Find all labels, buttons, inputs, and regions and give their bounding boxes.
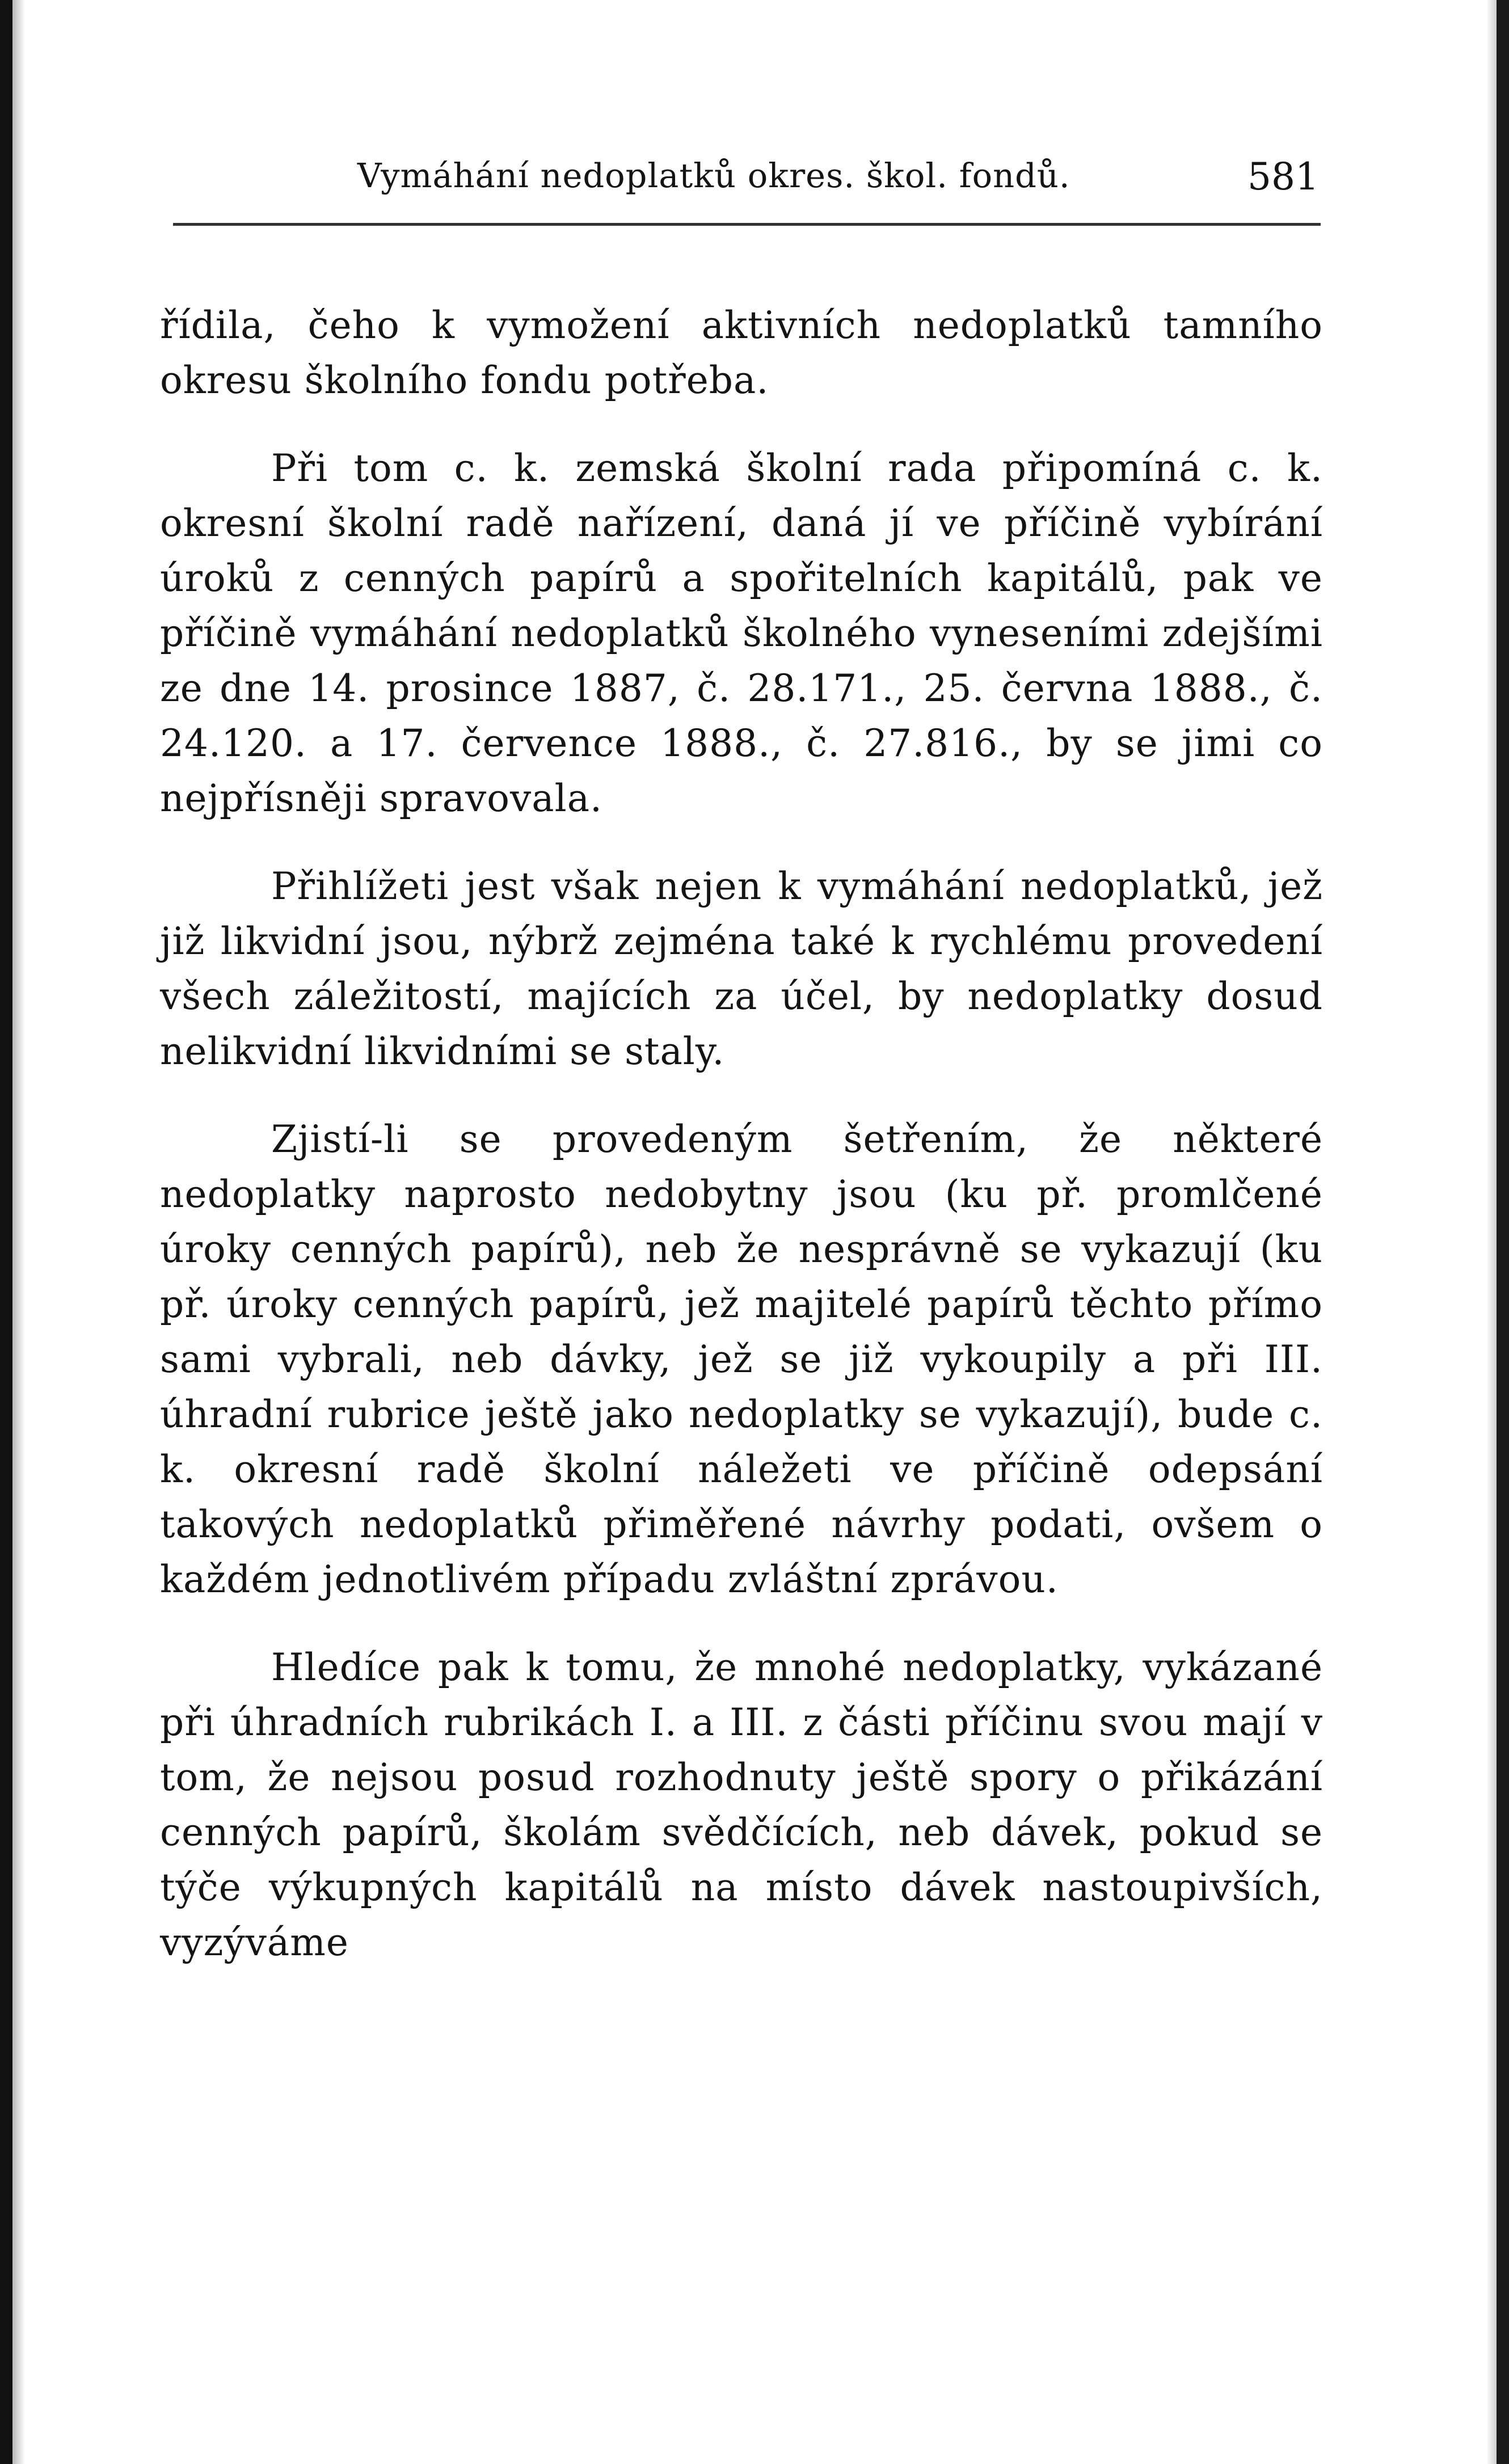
paragraph-1: řídila, čeho k vymožení aktivních nedoplatků tamního okresu školního fondu potřeba. [160,303,1323,402]
running-title: Vymáhání nedoplatků okres. škol. fondů. [357,156,1070,195]
page-number: 581 [1247,155,1319,199]
page-left-edge [0,0,12,2464]
body-text [160,298,1323,2003]
header-rule [173,223,1321,226]
paragraph-4: Zjistí-li se provedeným šetřením, že některé nedoplatky naprosto nedobytny jsou (ku př. promlčené úroky cenných papírů), neb že nesprávně se vykazují (ku př. úroky cenných papírů, jež majitelé papírů těchto přímo sami vybrali, neb dávky, jež se již vykoupily a při III. úhradní rubrice ještě jako nedoplatky se vykazují), bude c. k. okresní radě školní náležeti ve příčině odepsání takových nedoplatků přiměřené návrhy podati, ovšem o každém jednotlivém případu zvláštní zprávou. [160,1117,1323,1601]
page-left-shadow [12,0,25,2464]
paragraph-2: Při tom c. k. zemská školní rada připomíná c. k. okresní školní radě nařízení, daná jí ve příčině vybírání úroků z cenných papírů a spořitelních kapitálů, pak ve příčině vymáhání nedoplatků školného vyneseními zdejšími ze dne 14. prosince 1887, č. 28.171., 25. června 1888., č. 24.120. a 17. července 1888., č. 27.816., by se jimi co nejpřísněji spravovala. [160,446,1323,820]
paragraph-5: Hledíce pak k tomu, že mnohé nedoplatky, vykázané při úhradních rubrikách I. a III. z části příčinu svou mají v tom, že nejsou posud rozhodnuty ještě spory o přikázání cenných papírů, školám svědčících, neb dávek, pokud se týče výkupných kapitálů na místo dávek nastoupivších, vyzýváme [160,1646,1323,1964]
page-right-edge [1497,0,1509,2464]
paragraph-3: Přihlížeti jest však nejen k vymáhání nedoplatků, jež již likvidní jsou, nýbrž zejména také k rychlému provedení všech záležitostí, majících za účel, by nedoplatky dosud nelikvidní likvidními se staly. [160,864,1323,1073]
page-right-shadow [1486,0,1497,2464]
